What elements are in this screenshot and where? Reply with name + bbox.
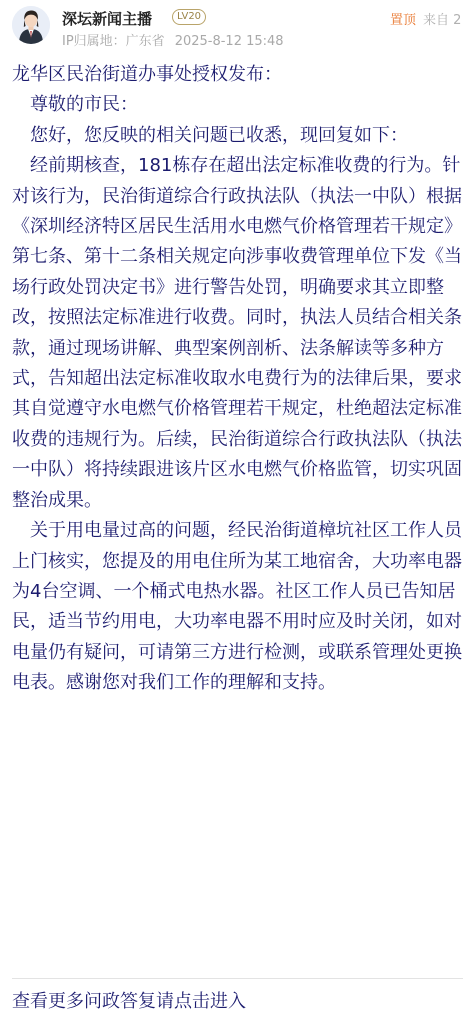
content-paragraph: 尊敬的市民： — [30, 94, 138, 116]
footer-divider — [12, 978, 463, 979]
source-label: 来自 2 — [423, 13, 462, 28]
post-header — [0, 0, 475, 52]
post-date: 2025-8-12 15:48 — [174, 34, 284, 49]
avatar[interactable] — [12, 6, 50, 44]
post-meta — [62, 30, 294, 49]
content-paragraph: 您好，您反映的相关问题已收悉，现回复如下： — [30, 124, 408, 146]
post-content — [12, 60, 464, 699]
more-replies-link[interactable]: 查看更多问政答复请点击进入 — [12, 991, 246, 1012]
content-paragraph: 关于用电量过高的问题，经民治街道樟坑社区工作人员上门核实，您提及的用电住所为某工地宿舍，大功率电器为4台空调、一个桶式电热水器。社区工作人员已告知居民，适当节约用电，大功率电器不用时应及时关闭，如对电量仍有疑问，可请第三方进行检测，或联系管理处更换电表。感谢您对我们工作的理解和支持。 — [12, 520, 462, 694]
content-paragraph: 龙华区民治街道办事处授权发布： — [12, 64, 282, 85]
news-anchor-avatar-icon — [12, 6, 50, 44]
content-paragraph: 经前期核查，181栋存在超出法定标准收费的行为。针对该行为，民治街道综合行政执法队（执法一中队）根据《深圳经济特区居民生活用水电燃气价格管理若干规定》第七条、第十二条相关规定向涉事收费管理单位下发《当场行政处罚决定书》进行警告处罚，明确要求其立即整改，按照法定标准进行收费。同时，执法人员结合相关条款，通过现场讲解、典型案例剖析、法条解读等多种方式，告知超出法定标准收取水电费行为的法律后果，要求其自觉遵守水电燃气价格管理若干规定，杜绝超法定标准收费的违规行为。后续，民治街道综合行政执法队（执法一中队）将持续跟进该片区水电燃气价格监管，切实巩固整治成果。 — [12, 155, 462, 511]
level-badge: LV20 — [172, 9, 206, 25]
ip-location: IP归属地：广东省 — [62, 34, 165, 49]
pinned-badge: 置顶 — [390, 13, 417, 28]
author-name[interactable]: 深坛新闻主播 — [62, 10, 153, 28]
